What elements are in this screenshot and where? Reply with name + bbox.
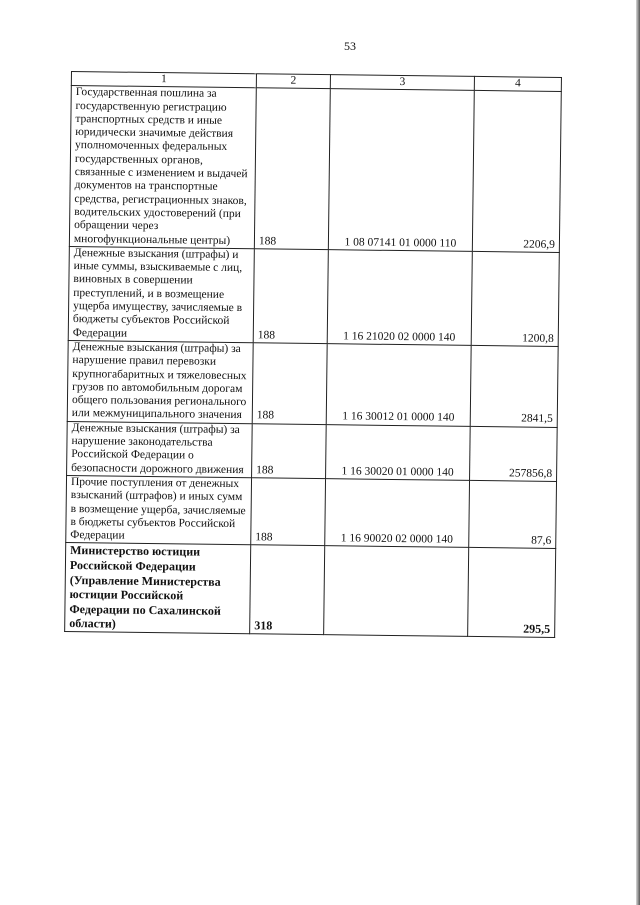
table-row [67, 340, 558, 427]
table-row [66, 475, 557, 548]
row-admin-code: 318 [250, 545, 325, 634]
page-number: 53 [344, 39, 356, 53]
column-header-2: 2 [256, 74, 330, 89]
scan-page-edge [636, 0, 640, 905]
column-header-1: 1 [71, 72, 256, 89]
column-header-3: 3 [330, 75, 474, 91]
table-row [69, 86, 561, 253]
row-name: Министерство юстиции Российской Федерации (Управление Министерства юстиции Российской Федерации по Сахалинской области) [65, 543, 251, 634]
row-admin-code: 188 [254, 88, 330, 249]
row-name: Денежные взыскания (штрафы) за нарушение правил перевозки крупногабаритных и тяжеловесных грузов по автомобильным дорогам общего пользования регионального или межмуниципального значения [67, 340, 253, 423]
row-budget-classification-code: 1 16 21020 02 0000 140 [327, 250, 472, 346]
revenue-table [64, 71, 562, 638]
row-amount: 87,6 [469, 480, 557, 549]
table-row-ministry [65, 543, 556, 638]
row-budget-classification-code: 1 08 07141 01 0000 110 [328, 89, 474, 251]
row-budget-classification-code: 1 16 90020 02 0000 140 [325, 479, 470, 548]
row-amount: 295,5 [468, 548, 556, 638]
row-amount: 257856,8 [470, 426, 558, 481]
row-budget-classification-code: 1 16 30020 01 0000 140 [326, 424, 471, 480]
row-amount: 1200,8 [471, 251, 559, 346]
table-row [68, 246, 559, 346]
row-name: Денежные взыскания (штрафы) за нарушение законодательства Российской Федерации о безопасности дорожного движения [67, 421, 253, 477]
row-name: Денежные взыскания (штрафы) и иные суммы, взыскиваемые с лиц, виновных в совершении преступлений, и в возмещение ущерба имуществу, зачисляемые в бюджеты субъектов Российской Федерации [68, 246, 254, 342]
row-amount: 2206,9 [472, 91, 561, 253]
row-admin-code: 188 [251, 478, 326, 546]
row-admin-code: 188 [252, 343, 327, 425]
row-amount: 2841,5 [470, 345, 558, 427]
row-admin-code: 188 [253, 249, 328, 344]
column-header-4: 4 [474, 76, 561, 91]
row-name: Государственная пошлина за государственную регистрацию транспортных средств и иные юридически значимые действия уполномоченных федеральных государственных органов, связанные с изменением и выдачей документов на транспортные средства, регистрационных знаков, водительских удостоверений (при обращении через многофункциональные центры) [69, 86, 256, 249]
row-budget-classification-code: 1 16 30012 01 0000 140 [326, 344, 471, 427]
row-admin-code: 188 [252, 423, 327, 478]
table-row [67, 421, 558, 481]
row-budget-classification-code [324, 546, 469, 636]
row-name: Прочие поступления от денежных взысканий (штрафов) и иных сумм в возмещение ущерба, зачисляемые в бюджеты субъектов Российской Федерации [66, 475, 252, 545]
